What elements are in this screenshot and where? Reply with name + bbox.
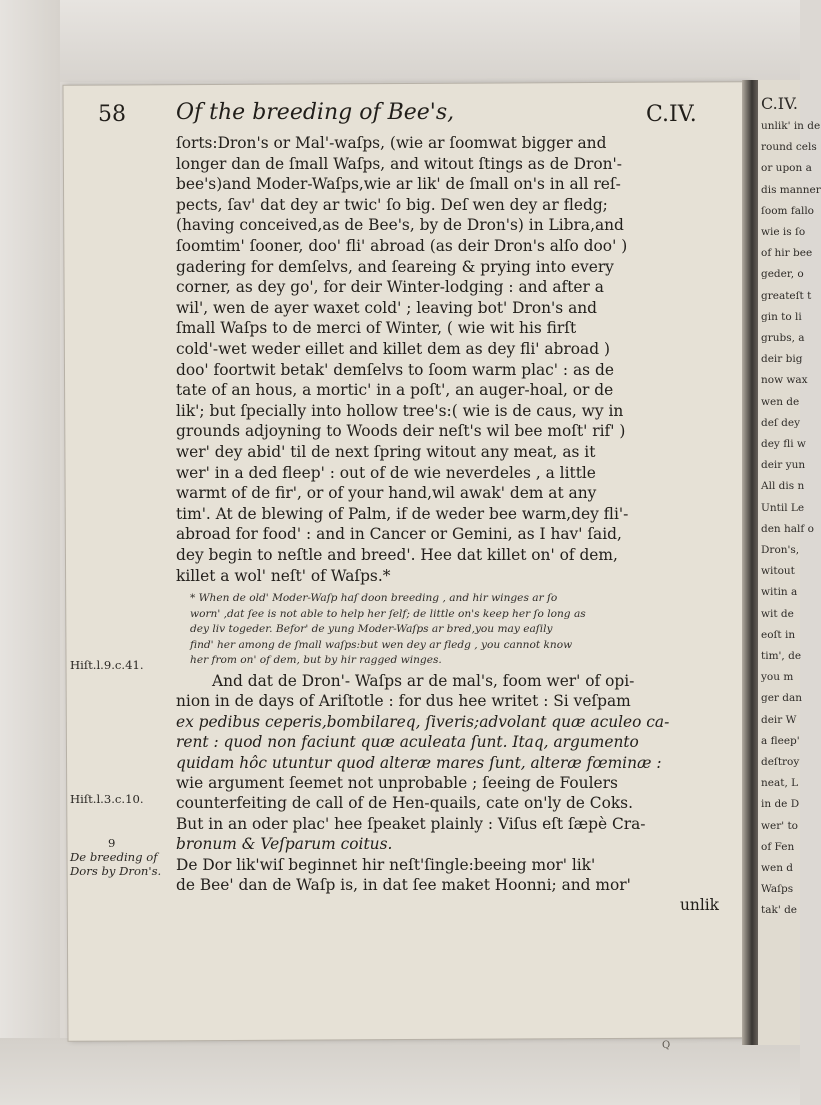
facing-page-text-fragment: a fleep' xyxy=(761,734,800,747)
scanner-background-left xyxy=(0,0,60,1105)
body-text-line: unlik xyxy=(680,896,719,915)
facing-page-text-fragment: deſ dey xyxy=(761,416,801,429)
footnote-line: dey liv togeder. Befor' de yung Moder-Waſps ar bred,you may eaſily xyxy=(190,623,553,636)
body-text-line: nion in de days of Ariſtotle : for dus hee writet : Si veſpam xyxy=(176,692,631,711)
facing-page-text-fragment: ſoom fallo xyxy=(761,204,815,217)
page-number: 58 xyxy=(98,102,126,127)
facing-page-text-fragment: wit de xyxy=(761,607,794,620)
body-text-line: tate of an hous, a mortic' in a poſt', an auger-hoal, or de xyxy=(176,381,614,400)
body-text-line: And dat de Dron'- Waſps ar de mal's, foom wer' of opi- xyxy=(212,672,635,690)
footnote-line: her from on' of dem, but by hir ragged winges. xyxy=(190,654,442,667)
body-text-line: bronum & Veſparum coitus. xyxy=(176,835,393,854)
body-text-line: wil', wen de ayer waxet cold' ; leaving bot' Dron's and xyxy=(176,298,598,317)
running-head xyxy=(98,100,734,134)
margin-note-aristotle-reference: Hiſt.l.9.c.41. xyxy=(70,658,144,672)
body-text-line: ſmall Waſps to de merci of Winter, ( wie wit his firſt xyxy=(176,319,577,338)
facing-page-text-fragment: dis manner xyxy=(761,183,821,196)
facing-page-text-fragment: wer' to xyxy=(761,819,798,832)
body-text-line: dey begin to neſtle and breed'. Hee dat killet on' of dem, xyxy=(176,546,618,564)
facing-page-text-fragment: geder, o xyxy=(761,268,804,281)
footnote-line: find' her among de ſmall waſps:but wen dey ar fledg , you cannot know xyxy=(190,638,573,651)
facing-page-text-fragment: in de D xyxy=(761,798,800,811)
facing-page-text-fragment: wie is ſo xyxy=(761,226,806,238)
body-text-line: wer' dey abid' til de next ſpring witout any meat, as it xyxy=(176,443,596,461)
body-text-line: killet a wol' neſt' of Waſps.* xyxy=(176,566,391,585)
facing-page-text-fragment: ger dan xyxy=(761,692,803,705)
facing-page-text-fragment: Waſps xyxy=(761,883,794,896)
body-text-line: warmt of de fir', or of your hand,wil awak' dem at any xyxy=(176,484,597,503)
facing-page-text-fragment: witout xyxy=(761,565,795,578)
facing-page-text-fragment: C.IV. xyxy=(761,94,798,113)
body-text-line: longer dan de ſmall Waſps, and witout ſtings as de Dron'- xyxy=(176,154,622,173)
footnote-line: * When de old' Moder-Waſp haſ doon breeding , and hir winges ar ſo xyxy=(190,592,558,604)
body-text-line: ex pedibus ceperis,bombilareq, ſiveris;advolant quæ aculeo ca- xyxy=(176,712,670,731)
facing-page-text-fragment: wen d xyxy=(761,862,794,874)
body-text-line: counterfeiting de call of de Hen-quails, cate on'ly de Coks. xyxy=(176,794,633,813)
chapter-number: C.IV. xyxy=(646,102,697,127)
facing-page-text-fragment: neat, L xyxy=(761,777,799,790)
facing-page-text-fragment: deſtroy xyxy=(761,756,800,768)
body-text-line: de Bee' dan de Waſp is, in dat ſee maket Hoonni; and mor' xyxy=(176,876,631,894)
body-text-line: But in an oder plac' hee ſpeaket plainly : Viſus eſt ſæpè Cra- xyxy=(176,814,646,833)
body-text-line: cold'-wet weder eillet and killet dem as dey fli' abroad ) xyxy=(176,340,610,358)
facing-page-text-fragment: Dron's, xyxy=(761,544,800,556)
facing-page-text-fragment: grubs, a xyxy=(761,332,805,344)
facing-page-text-fragment: All dis n xyxy=(761,480,805,493)
body-text-line: ſorts:Dron's or Mal'-waſps, (wie ar ſoomwat bigger and xyxy=(176,134,607,152)
body-text-line: wer' in a ded fleep' : out of de wie neverdeles , a little xyxy=(176,463,596,482)
body-text-line: quidam hôc utuntur quod alteræ mares ſunt, alteræ fœminæ : xyxy=(176,753,662,772)
margin-section-title-line-2: Dors by Dron's. xyxy=(70,864,162,878)
body-text-line: lik'; but ſpecially into hollow tree's:( wie is de caus, wy in xyxy=(176,401,624,420)
body-text-line: tim'. At de blewing of Palm, if de weder bee warm,dey fli'- xyxy=(176,504,629,523)
facing-page-text-fragment: witin a xyxy=(761,586,798,599)
facing-page-text-fragment: tak' de xyxy=(761,904,798,917)
body-text-line: corner, as dey go', for deir Winter-lodging : and after a xyxy=(176,278,604,297)
margin-note-history-reference: Hiſt.l.3.c.10. xyxy=(70,792,144,806)
facing-page-text-fragment: greateſt t xyxy=(761,289,812,302)
facing-page-text-fragment: deir big xyxy=(761,353,803,366)
facing-page-text-fragment: unlik' in de xyxy=(761,120,821,132)
margin-section-number: 9 xyxy=(108,836,116,850)
scanner-background-bottom xyxy=(0,1038,800,1105)
scanner-background-top xyxy=(0,0,800,82)
body-text-line: wie argument ſeemet not unprobable ; ſeeing de Foulers xyxy=(176,774,618,792)
body-text-line: abroad for food' : and in Cancer or Gemini, as I hav' ſaid, xyxy=(176,525,622,544)
facing-page-text-fragment: or upon a xyxy=(761,162,812,175)
body-text-line: De Dor lik'wiſ beginnet hir neſt'ſingle:beeing mor' lik' xyxy=(176,855,596,874)
body-text-line: grounds adjoyning to Woods deir neſt's wil bee moſt' rif' ) xyxy=(176,422,626,441)
facing-page-text-fragment: wen de xyxy=(761,395,800,408)
body-text-line: (having conceived,as de Bee's, by de Dron's) in Libra,and xyxy=(176,216,624,235)
facing-page-text-fragment: round cels xyxy=(761,141,817,154)
body-text-line: gadering for demſelvs, and ſeareing & prying into every xyxy=(176,257,614,276)
running-title: Of the breeding of Bee's, xyxy=(176,100,455,125)
facing-page-text-fragment: tim', de xyxy=(761,650,802,662)
facing-page-text-fragment: gin to li xyxy=(761,310,802,323)
footnote-line: worn' ,dat ſee is not able to help her ſelf; de little on's keep her ſo long as xyxy=(190,607,586,620)
facing-page-text-fragment: of Fen xyxy=(761,840,795,853)
margin-section-title-line-1: De breeding of xyxy=(70,850,158,864)
facing-page-edge xyxy=(758,80,821,1045)
body-text-line: pects, ſav' dat dey ar twic' ſo big. Deſ wen dey ar fledg; xyxy=(176,195,608,214)
facing-page-text-fragment: you m xyxy=(761,671,794,684)
facing-page-text-fragment: dey fli w xyxy=(761,438,806,450)
facing-page-text-fragment: of hir bee xyxy=(761,247,813,260)
facing-page-text-fragment: deir yun xyxy=(761,459,806,472)
facing-page-text-fragment: deir W xyxy=(761,713,797,726)
facing-page-text-fragment: eoſt in xyxy=(761,628,796,641)
signature-mark: Q xyxy=(662,1040,671,1051)
body-text-line: rent : quod non faciunt quæ aculeata ſunt. Itaq, argumento xyxy=(176,733,639,752)
facing-page-text-fragment: now wax xyxy=(761,374,808,387)
body-text-line: bee's)and Moder-Waſps,wie ar lik' de ſmall on's in all reſ- xyxy=(176,175,621,194)
facing-page-text-fragment: Until Le xyxy=(761,501,805,514)
body-text-line: ſoomtim' ſooner, doo' fli' abroad (as deir Dron's alſo doo' ) xyxy=(176,237,628,255)
body-text-line: doo' foortwit betak' demſelvs to ſoom warm plac' : as de xyxy=(176,360,614,379)
facing-page-text-fragment: den half o xyxy=(761,522,814,535)
